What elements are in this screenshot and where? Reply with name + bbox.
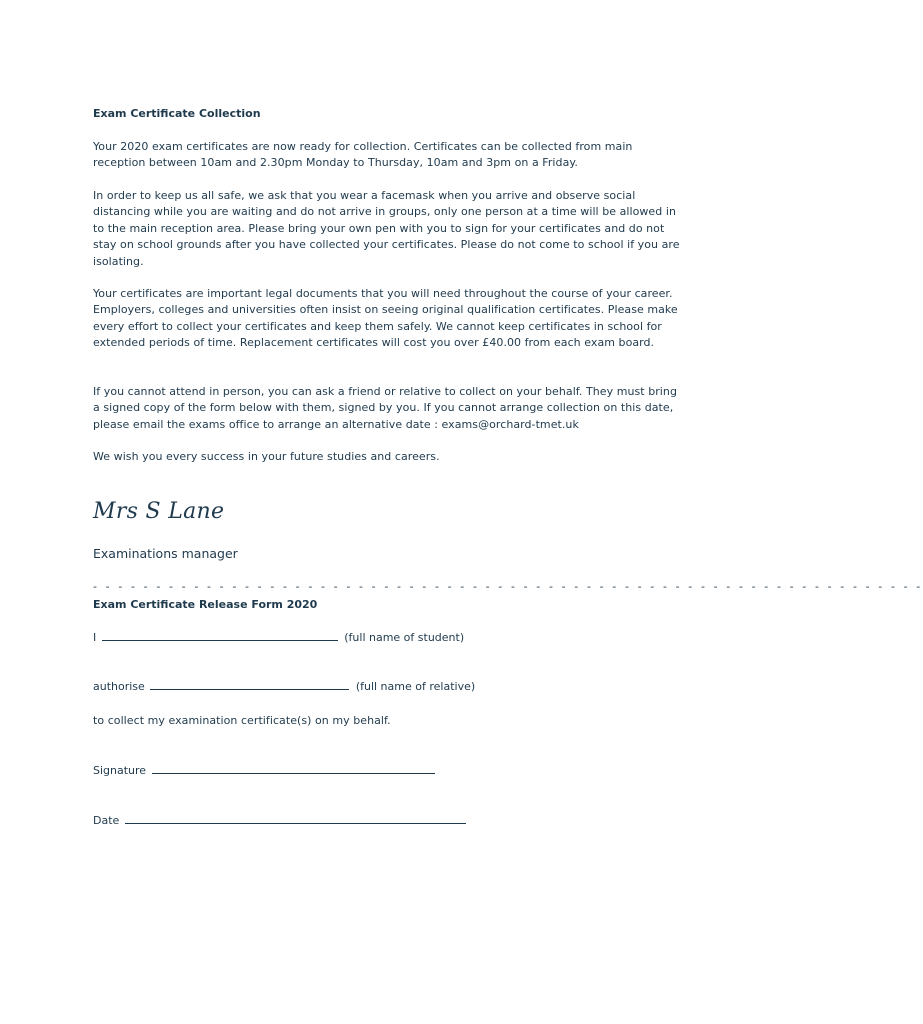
paragraph-safety: In order to keep us all safe, we ask that you wear a facemask when you arrive and observe social distancing while you are waiting and do not arrive in groups, only one person at a time will be allowed in to the main reception area. Please bring your own pen with you to sign for your certificates and do not stay on school grounds after you have collected your certificates. Please do not come to school if you are isolating. (93, 189, 680, 268)
form-title: Exam Certificate Release Form 2020 (93, 598, 318, 611)
letter-title: Exam Certificate Collection (93, 107, 261, 120)
paragraph-best-wishes: We wish you every success in your future studies and careers. (93, 450, 440, 463)
paragraph-proxy-collection: If you cannot attend in person, you can ask a friend or relative to collect on your behalf. They must bring a signed copy of the form below with them, signed by you. If you cannot arrange collection on this date, please email the exams office to arrange an alternative date : exams@orchard-tmet.uk (93, 385, 677, 431)
collect-statement: to collect my examination certificate(s) on my behalf. (93, 714, 391, 727)
handwritten-signature: Mrs S Lane (93, 499, 225, 524)
date-line (93, 813, 683, 829)
student-line-prefix: I (93, 631, 97, 644)
date-field[interactable] (125, 813, 466, 824)
student-name-line (93, 630, 683, 646)
date-label: Date (93, 814, 120, 827)
student-line-suffix: (full name of student) (344, 631, 465, 644)
signatory-role: Examinations manager (93, 546, 238, 561)
signature-label: Signature (93, 764, 147, 777)
paragraph-collection-times: Your 2020 exam certificates are now ready for collection. Certificates can be collected from main reception between 10am and 2.30pm Monday to Thursday, 10am and 3pm on a Friday. (93, 140, 633, 170)
signature-field[interactable] (152, 763, 435, 774)
paragraph-legal-documents: Your certificates are important legal documents that you will need throughout the course of your career. Employers, colleges and universities often insist on seeing original qualification certificates. Please make every effort to collect your certificates and keep them safely. We cannot keep certificates in school for extended periods of time. Replacement certificates will cost you over £40.00 from each exam board. (93, 287, 678, 350)
cut-line-divider: - - - - - - - - - - - - - - - - - - - - - - - - - - - - - - - - - - - - - - - - - - - - - - - - - - - - - - - - - - - - - - - - - - (93, 580, 923, 593)
relative-name-line (93, 679, 683, 695)
signature-line (93, 763, 683, 779)
relative-line-suffix: (full name of relative) (355, 680, 476, 693)
relative-name-field[interactable] (150, 679, 349, 690)
relative-line-prefix: authorise (93, 680, 145, 693)
student-name-field[interactable] (102, 630, 338, 641)
